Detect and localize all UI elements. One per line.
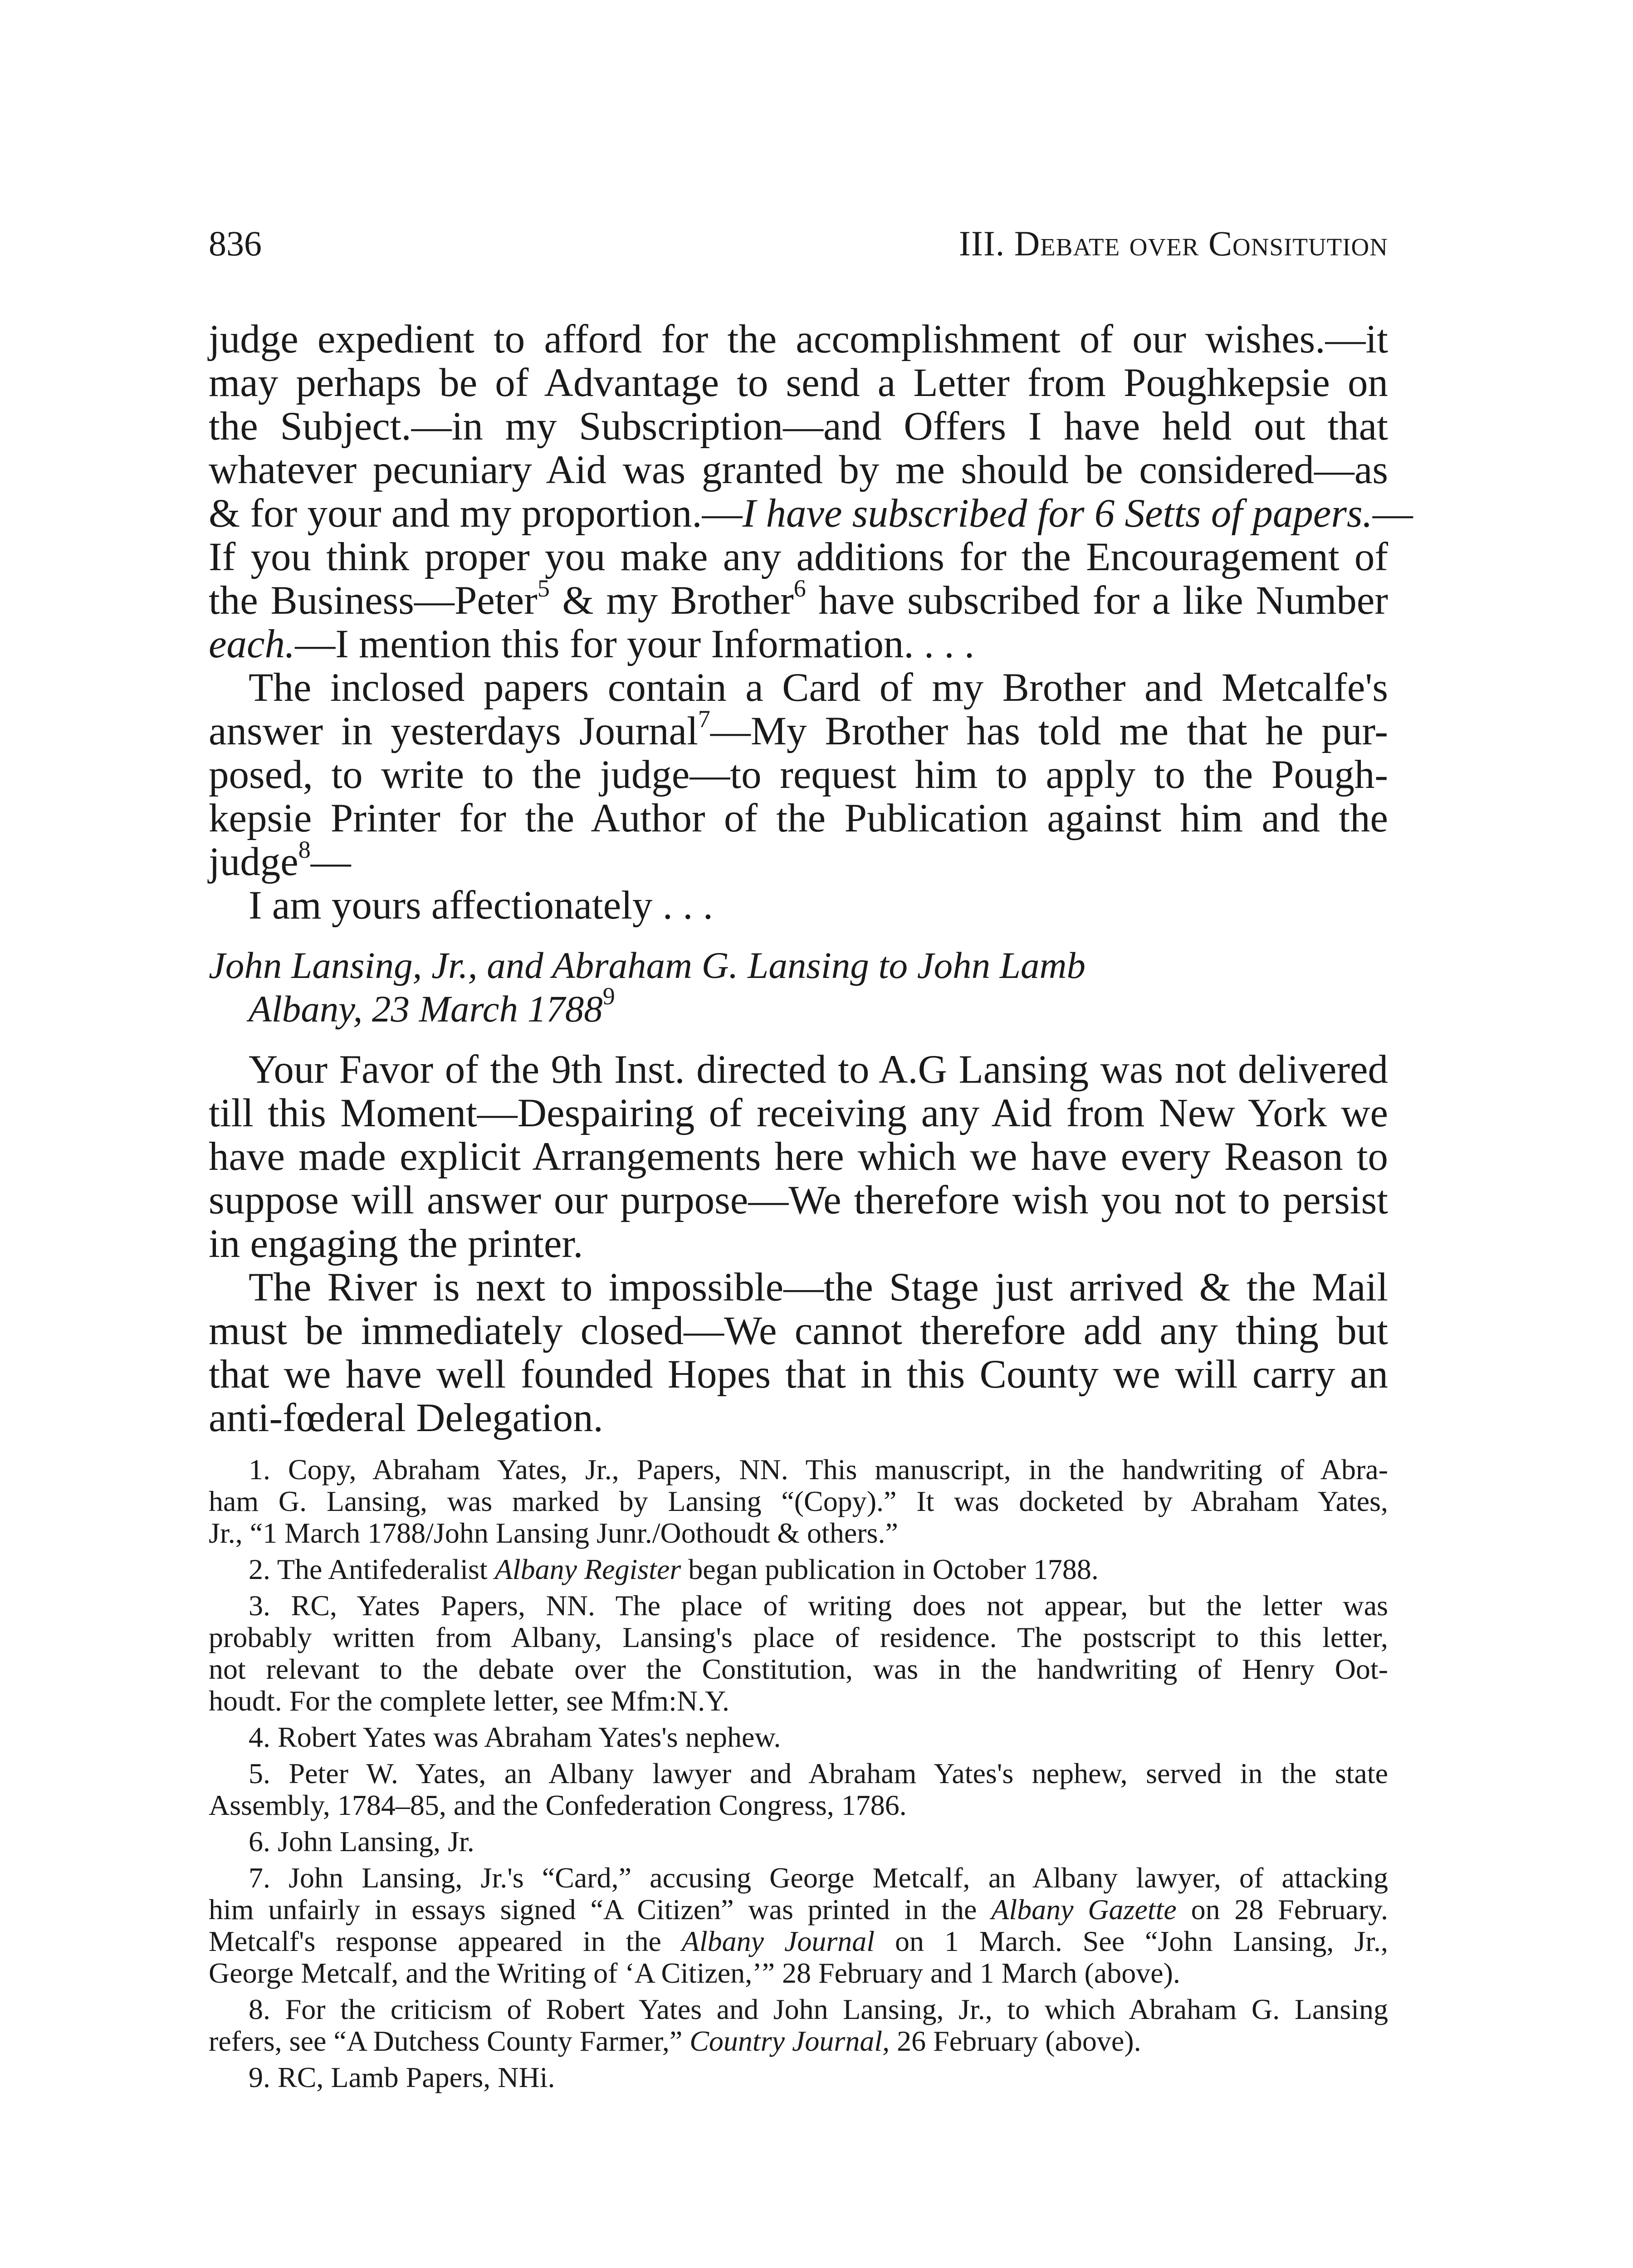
italic-text: Albany Gazette	[991, 1893, 1177, 1926]
text-line: The inclosed papers contain a Card of my Brother and Metcalfe's	[249, 665, 1388, 710]
text-line: anti-fœderal Delegation.	[209, 1396, 603, 1440]
letter-two-body	[209, 1048, 1388, 1440]
letter-two-heading	[209, 943, 1388, 1031]
footnote-line: 8. For the criticism of Robert Yates and John Lansing, Jr., to which Abraham G. Lansing	[249, 1993, 1388, 2025]
footnote-line: probably written from Albany, Lansing's place of residence. The postscript to this letter,	[209, 1621, 1388, 1653]
footnote-line: 3. RC, Yates Papers, NN. The place of writing does not appear, but the letter was	[249, 1589, 1388, 1622]
text-line: judge expedient to afford for the accomplishment of our wishes.—it	[209, 317, 1388, 362]
footnote-line: not relevant to the debate over the Constitution, was in the handwriting of Henry Oot-	[209, 1653, 1388, 1685]
text-line: must be immediately closed—We cannot therefore add any thing but	[209, 1309, 1388, 1353]
letter-one-body	[209, 317, 1413, 928]
footnote-line: 6. John Lansing, Jr.	[249, 1825, 474, 1857]
italic-text: I have subscribed for 6 Setts of papers.	[742, 491, 1373, 536]
text-line: judge$^8$—	[209, 836, 351, 884]
closing-line: I am yours affectionately . . .	[249, 883, 713, 928]
footnotes	[209, 1454, 1388, 2093]
footnote-line: George Metcalf, and the Writing of ‘A Citizen,’” 28 February and 1 March (above).	[209, 1957, 1180, 1989]
letter-dateline: Albany, 23 March 1788$^9$	[249, 982, 615, 1030]
footnote-line: Jr., “1 March 1788/John Lansing Junr./Oothoudt & others.”	[209, 1517, 898, 1549]
footnote-line: ham G. Lansing, was marked by Lansing “(Copy).” It was docketed by Abraham Yates,	[209, 1485, 1388, 1517]
text-line: whatever pecuniary Aid was granted by me should be considered—as	[209, 448, 1388, 492]
footnote-line: 1. Copy, Abraham Yates, Jr., Papers, NN. This manuscript, in the handwriting of Abra-	[249, 1453, 1388, 1486]
text-line: If you think proper you make any additions for the Encouragement of	[209, 535, 1388, 579]
footnote-ref: 8	[298, 836, 311, 863]
footnote-line: houdt. For the complete letter, see Mfm:N.Y.	[209, 1685, 730, 1717]
footnote-line: 7. John Lansing, Jr.'s “Card,” accusing George Metcalf, an Albany lawyer, of attacking	[249, 1862, 1388, 1894]
italic-text: Albany Register	[494, 1553, 681, 1585]
text-line: suppose will answer our purpose—We therefore wish you not to persist	[209, 1178, 1388, 1222]
footnote-ref: 9	[602, 982, 615, 1010]
italic-text: each.	[209, 622, 295, 666]
text-line: the Subject.—in my Subscription—and Offers I have held out that	[209, 404, 1388, 449]
text-line: till this Moment—Despairing of receiving any Aid from New York we	[209, 1091, 1388, 1135]
text-line: Your Favor of the 9th Inst. directed to A.G Lansing was not delivered	[249, 1047, 1388, 1092]
text-line: posed, to write to the judge—to request him to apply to the Pough-	[209, 753, 1388, 797]
text-line: The River is next to impossible—the Stage just arrived & the Mail	[249, 1265, 1388, 1310]
page-number: 836	[209, 224, 262, 263]
text-line: answer in yesterdays Journal$^7$—My Brother has told me that he pur-	[209, 705, 1388, 753]
letter-title: John Lansing, Jr., and Abraham G. Lansing to John Lamb	[209, 944, 1085, 986]
text-line: each.—I mention this for your Information. . . .	[209, 622, 975, 666]
text-line: & for your and my proportion.—I have subscribed for 6 Setts of papers.—	[209, 491, 1413, 536]
running-head: III. Debate over Consitution	[958, 224, 1388, 263]
footnote-line: 4. Robert Yates was Abraham Yates's nephew.	[249, 1721, 781, 1753]
footnote-line: 5. Peter W. Yates, an Albany lawyer and Abraham Yates's nephew, served in the state	[249, 1757, 1388, 1789]
footnote-line: refers, see “A Dutchess County Farmer,” Country Journal, 26 February (above).	[209, 2025, 1141, 2057]
running-head-title: Debate over Consitution	[1014, 224, 1388, 263]
footnote-line: 2. The Antifederalist Albany Register began publication in October 1788.	[249, 1553, 1099, 1585]
text-line: the Business—Peter$^5$ & my Brother$^6$ have subscribed for a like Number	[209, 575, 1388, 623]
text-line: in engaging the printer.	[209, 1222, 583, 1266]
footnote-ref: 5	[537, 575, 550, 602]
footnote-ref: 6	[793, 575, 806, 602]
footnote-line: him unfairly in essays signed “A Citizen” was printed in the Albany Gazette on 28 February.	[209, 1893, 1389, 1926]
text-line: kepsie Printer for the Author of the Publication against him and the	[209, 796, 1388, 841]
italic-text: Country Journal,	[689, 2025, 890, 2057]
text-line: that we have well founded Hopes that in this County we will carry an	[209, 1352, 1388, 1397]
footnote-line: Assembly, 1784–85, and the Confederation Congress, 1786.	[209, 1789, 907, 1821]
text-line: may perhaps be of Advantage to send a Letter from Poughkepsie on	[209, 361, 1388, 405]
text-line: have made explicit Arrangements here which we have every Reason to	[209, 1134, 1388, 1179]
footnote-line: Metcalf's response appeared in the Albany Journal on 1 March. See “John Lansing, Jr.,	[209, 1925, 1389, 1957]
footnote-ref: 7	[698, 705, 710, 733]
footnote-line: 9. RC, Lamb Papers, NHi.	[249, 2061, 555, 2093]
italic-text: Albany Journal	[681, 1925, 875, 1957]
